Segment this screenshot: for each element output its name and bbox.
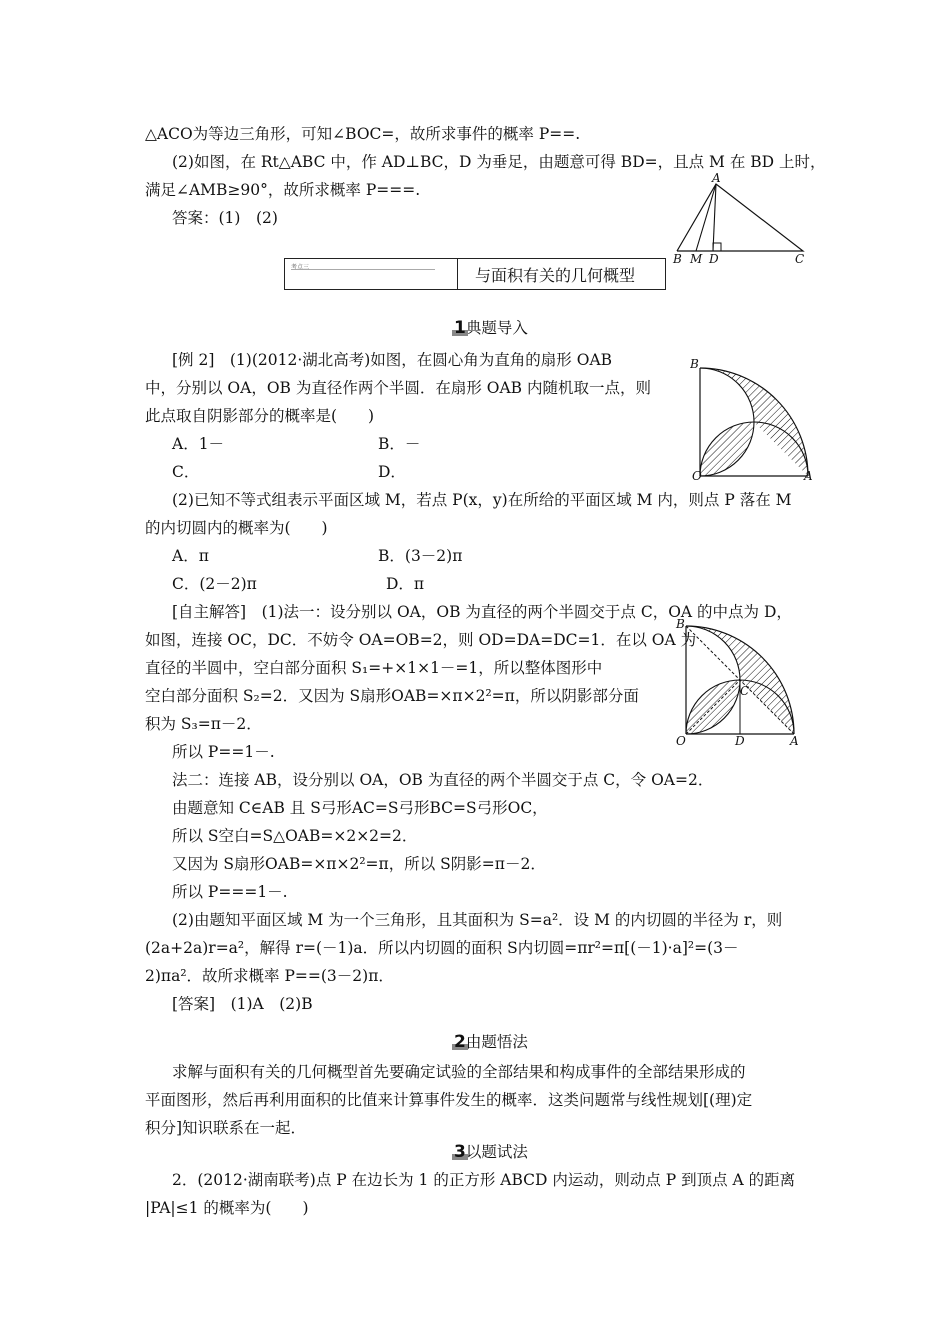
label-C: C: [795, 252, 805, 264]
label-B: B: [690, 357, 699, 371]
topic-box: [284, 258, 666, 290]
option-b: B．－: [378, 435, 421, 453]
text-line: 2．(2012·湖南联考)点 P 在边长为 1 的正方形 ABCD 内运动，则动点 P 到顶点 A 的距离: [172, 1171, 796, 1189]
option-b: B．(3－2)π: [378, 547, 463, 565]
label-M: M: [690, 252, 703, 264]
label-B: B: [673, 252, 682, 264]
text-line: 由题意知 C∈AB 且 S弓形AC=S弓形BC=S弓形OC，: [172, 799, 548, 817]
text-line: 积分]知识联系在一起．: [145, 1119, 307, 1137]
section-number-badge: 1: [454, 318, 466, 338]
label-B: B: [676, 617, 685, 631]
topic-title: 与面积有关的几何概型: [475, 266, 636, 285]
topic-tag-rule: [291, 269, 435, 270]
text-line: 满足∠AMB≥90°，故所求概率 P===.: [145, 181, 421, 199]
option-d: D．: [378, 463, 406, 481]
right-triangle-figure: [668, 172, 808, 264]
text-line: 直径的半圆中，空白部分面积 S₁=+×1×1－=1，所以整体图形中: [145, 659, 603, 677]
text-line: 2)πa²．故所求概率 P==(3－2)π．: [145, 967, 394, 985]
label-O: O: [692, 469, 702, 481]
text-line: 法二：连接 AB，设分别以 OA，OB 为直径的两个半圆交于点 C，令 OA=2．: [172, 771, 714, 789]
topic-tag: 考点三: [291, 264, 310, 271]
text-line: (2)由题知平面区域 M 为一个三角形，且其面积为 S=a²．设 M 的内切圆的半径为 r，则: [172, 911, 783, 929]
section-heading: [454, 1030, 528, 1052]
section-heading: [454, 316, 528, 338]
text-line: [自主解答] (1)法一：设分别以 OA，OB 为直径的两个半圆交于点 C，OA 的中点为 D，: [172, 603, 792, 621]
text-line: |PA|≤1 的概率为( ): [145, 1199, 309, 1217]
label-A: A: [804, 469, 813, 481]
section-number-badge: 2: [454, 1032, 466, 1052]
text-line: 所以 S空白=S△OAB=×2×2=2．: [172, 827, 418, 845]
label-C: C: [740, 684, 750, 698]
option-c: C．(2－2)π: [172, 575, 257, 593]
text-line: 所以 P===1－.: [172, 883, 288, 901]
option-a: A．π: [172, 547, 209, 565]
label-A: A: [712, 172, 721, 185]
text-line: (2a+2a)r=a²，解得 r=(－1)a．所以内切圆的面积 S内切圆=πr²=π[(－1)·a]²=(3－: [145, 939, 739, 957]
label-D: D: [735, 734, 745, 746]
label-A: A: [790, 734, 799, 746]
option-a: A．1－: [172, 435, 225, 453]
text-line: 此点取自阴影部分的概率是( ): [145, 407, 375, 425]
text-line: 平面图形，然后再利用面积的比值来计算事件发生的概率．这类问题常与线性规划[(理)定: [145, 1091, 753, 1109]
label-D: D: [709, 252, 719, 264]
text-line: 答案：(1) (2): [172, 209, 278, 227]
section-number-badge: 3: [454, 1142, 466, 1162]
option-c: C．: [172, 463, 200, 481]
text-line: 的内切圆内的概率为( ): [145, 519, 328, 537]
section-heading-text: 以题试法: [465, 1143, 528, 1161]
text-line: 空白部分面积 S₂=2．又因为 S扇形OAB=×π×2²=π，所以阴影部分面: [145, 687, 639, 705]
text-line: 又因为 S扇形OAB=×π×2²=π，所以 S阴影=π－2．: [172, 855, 546, 873]
text-line: (2)如图，在 Rt△ABC 中，作 AD⊥BC，D 为垂足，由题意可得 BD=，且点 M 在 BD 上时，: [172, 153, 826, 171]
label-O: O: [676, 734, 686, 746]
text-line: 中，分别以 OA，OB 为直径作两个半圆．在扇形 OAB 内随机取一点，则: [145, 379, 651, 397]
triangle-outline: [677, 184, 803, 251]
option-d: D．π: [386, 575, 425, 593]
text-line: [例 2] (1)(2012·湖北高考)如图，在圆心角为直角的扇形 OAB: [172, 351, 613, 369]
section-heading-text: 典题导入: [465, 319, 528, 337]
text-line: 所以 P==1－.: [172, 743, 275, 761]
text-line: 积为 S₃=π－2．: [145, 715, 262, 733]
topic-box-tag-cell: [285, 259, 458, 289]
shaded-region-lens: [700, 422, 754, 476]
section-heading-text: 由题悟法: [465, 1033, 528, 1051]
sector-figure-2: [674, 616, 802, 746]
text-line: (2)已知不等式组表示平面区域 M，若点 P(x，y)在所给的平面区域 M 内，则点 P 落在 M: [172, 491, 792, 509]
text-line: 求解与面积有关的几何概型首先要确定试验的全部结果和构成事件的全部结果形成的: [172, 1063, 746, 1081]
sector-figure-1: [690, 356, 815, 481]
text-line: △ACO为等边三角形，可知∠BOC=，故所求事件的概率 P==.: [145, 125, 581, 143]
answer-line: [答案] (1)A (2)B: [172, 995, 313, 1013]
text-line: 如图，连接 OC，DC．不妨令 OA=OB=2，则 OD=DA=DC=1．在以 OA 为: [145, 631, 697, 649]
right-angle-mark: [713, 243, 721, 251]
section-heading: [454, 1140, 528, 1162]
